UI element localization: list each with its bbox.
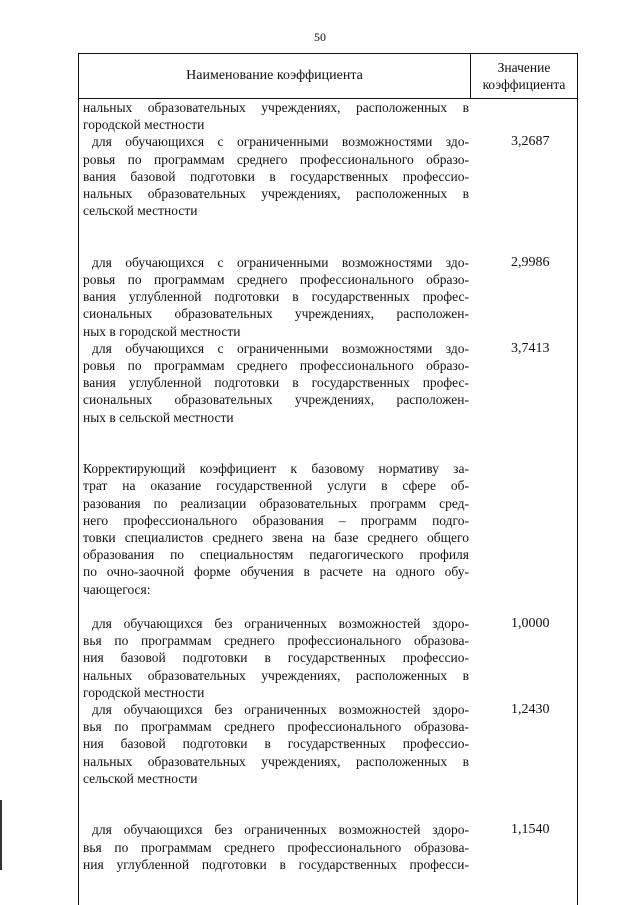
page-number: 50 (314, 30, 326, 44)
text-line: городской местности (83, 117, 205, 133)
table-body (78, 99, 578, 905)
text-line: чающегося: (83, 581, 151, 597)
text-line: для обучающихся с ограниченными возможностями здо- (92, 340, 469, 356)
table-header (78, 53, 578, 99)
text-line: нальных образовательных учреждениях, расположенных в (83, 667, 469, 683)
table-row (83, 133, 577, 219)
row-text (83, 460, 469, 598)
text-line: сиональных образовательных учреждениях, расположен- (83, 392, 469, 408)
row-value (469, 99, 577, 133)
header-value-line2: коэффициента (482, 77, 566, 92)
text-line: Корректирующий коэффициент к базовому нормативу за- (83, 461, 469, 477)
row-text (83, 99, 469, 133)
text-line: вания базовой подготовки в государственных професcио- (83, 168, 469, 184)
table-row (83, 701, 577, 787)
text-line: сельской местности (83, 770, 198, 786)
table-row (83, 99, 577, 133)
table-row (83, 340, 577, 426)
header-name-column: Наименование коэффициента (79, 54, 471, 98)
text-line: сиональных образовательных учреждениях, расположен- (83, 306, 469, 322)
text-line: ния углубленной подготовки в государственных професси- (83, 856, 469, 872)
row-value: 1,0000 (511, 616, 550, 632)
scan-edge-mark (0, 800, 2, 870)
text-line: образования по специальностям педагогического профиля (83, 547, 469, 563)
text-line: него профессионального образования – программ подго- (83, 512, 469, 528)
text-line: ния базовой подготовки в государственных професcио- (83, 650, 469, 666)
row-text (83, 821, 469, 873)
table-rows (79, 99, 577, 873)
text-line: ровья по программам среднего профессионального образо- (83, 358, 469, 374)
text-line: вья по программам среднего профессионального образова- (83, 633, 469, 649)
text-line: для обучающихся без ограниченных возможностей здоро- (92, 616, 469, 632)
text-line: городской местности (83, 684, 205, 700)
text-line: вания углубленной подготовки в государственных профес- (83, 289, 469, 305)
header-value-column (471, 54, 577, 98)
text-line: ных в городской местности (83, 323, 241, 339)
row-text (83, 615, 469, 701)
row-value: 3,7413 (511, 340, 550, 356)
text-line: товки специалистов среднего звена на базе среднего общего (83, 530, 469, 546)
text-line: для обучающихся с ограниченными возможностями здо- (92, 134, 469, 150)
row-text (83, 340, 469, 426)
text-line: разования по реализации образовательных программ сред- (83, 495, 469, 511)
table-row (83, 254, 577, 340)
text-line: ния базовой подготовки в государственных професcио- (83, 736, 469, 752)
row-value (469, 460, 577, 598)
row-text (83, 254, 469, 340)
text-line: нальных образовательных учреждениях, расположенных в (83, 100, 469, 115)
text-line: трат на оказание государственной услуги в сфере об- (83, 478, 469, 494)
row-value: 1,2430 (511, 702, 550, 718)
table-row-section (83, 460, 577, 598)
text-line: сельской местности (83, 203, 198, 219)
text-line: для обучающихся без ограниченных возможностей здоро- (92, 822, 469, 838)
text-line: вья по программам среднего профессионального образова- (83, 719, 469, 735)
header-value-line1: Значение (497, 60, 551, 75)
text-line: нальных образовательных учреждениях, расположенных в (83, 753, 469, 769)
table-row (83, 615, 577, 701)
row-value: 3,2687 (511, 134, 550, 150)
row-text (83, 133, 469, 219)
text-line: вания углубленной подготовки в государственных профес- (83, 375, 469, 391)
text-line: ровья по программам среднего профессионального образо- (83, 272, 469, 287)
table-row (83, 821, 577, 873)
row-value: 2,9986 (511, 254, 550, 270)
text-line: ных в сельской местности (83, 409, 234, 425)
row-value: 1,1540 (511, 822, 550, 838)
text-line: нальных образовательных учреждениях, расположенных в (83, 186, 469, 202)
text-line: для обучающихся с ограниченными возможностями здо- (92, 254, 469, 270)
row-text (83, 701, 469, 787)
text-line: вья по программам среднего профессионального образова- (83, 839, 469, 855)
text-line: ровья по программам среднего профессионального образо- (83, 151, 469, 167)
text-line: для обучающихся без ограниченных возможностей здоро- (92, 702, 469, 718)
text-line: по очно-заочной форме обучения в расчете на одного обу- (83, 564, 469, 580)
